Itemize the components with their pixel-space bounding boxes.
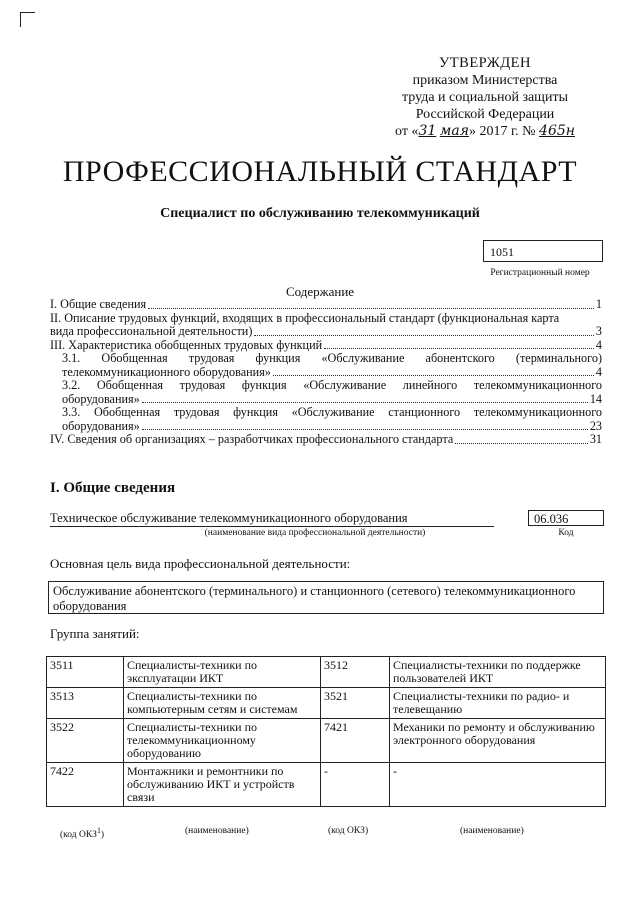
registration-number-label: Регистрационный номер (490, 268, 590, 278)
toc-item[interactable] (50, 379, 602, 406)
toc-item[interactable] (50, 406, 602, 433)
activity-kind-caption: (наименование вида профессиональной деятельности) (204, 528, 426, 538)
okz-code-cell: - (321, 763, 390, 807)
toc-item-text-cont: оборудования» (62, 391, 140, 406)
footer-caption-okz-code: (код ОКЗ) (328, 826, 369, 836)
toc-leader-dots (142, 402, 588, 403)
toc-item-page: 4 (595, 337, 602, 352)
approval-block (370, 55, 600, 140)
toc-item-page: 23 (589, 418, 602, 433)
corner-mark (20, 12, 35, 27)
toc-leader-dots (142, 429, 588, 430)
toc-item-text-cont: вида профессиональной деятельности) (50, 324, 253, 338)
approval-heading: УТВЕРЖДЕН (439, 55, 531, 71)
group-label: Группа занятий: (50, 626, 140, 641)
okz-name-cell: Специалисты-техники по эксплуатации ИКТ (124, 657, 321, 688)
date-prefix: от « (395, 124, 419, 139)
activity-code-box: 06.036 (528, 510, 604, 526)
toc-item-page: 31 (589, 432, 602, 446)
occupation-groups-table (46, 656, 606, 807)
toc-item-text: 3.2. Обобщенная трудовая функция «Обслуживание линейного телекоммуникационного (62, 378, 602, 392)
toc-item-text: III. Характеристика обобщенных трудовых функций (50, 337, 323, 352)
toc-item-text-cont: телекоммуникационного оборудования» (62, 364, 271, 379)
footer-caption-name: (наименование) (185, 826, 249, 836)
toc-item-page: 4 (595, 364, 602, 379)
toc-item[interactable] (50, 433, 602, 447)
toc-leader-dots (455, 443, 588, 444)
table-row (47, 657, 606, 688)
date-day-handwritten: 31 (418, 123, 437, 139)
caption-text: ) (100, 830, 105, 841)
okz-code-cell: 3512 (321, 657, 390, 688)
toc-item-text: II. Описание трудовых функций, входящих в профессиональный стандарт (функциональная карта (50, 310, 560, 325)
toc-item-text-cont: оборудования» (62, 418, 140, 433)
approval-line: труда и социальной защиты (402, 90, 568, 105)
toc-item-text: IV. Сведения об организациях – разработчиках профессионального стандарта (50, 432, 454, 446)
okz-name-cell: - (390, 763, 606, 807)
table-of-contents (50, 298, 602, 447)
toc-item-text: 3.1. Обобщенная трудовая функция «Обслуживание абонентского (терминального) (62, 351, 602, 365)
toc-item[interactable] (50, 298, 602, 312)
okz-code-cell: 3521 (321, 688, 390, 719)
okz-name-cell: Специалисты-техники по радио- и телевещанию (390, 688, 606, 719)
approval-line: Российской Федерации (415, 107, 555, 122)
okz-name-cell: Монтажники и ремонтники по обслуживанию ИКТ и устройств связи (124, 763, 321, 807)
footnote-marker: 1 (96, 826, 101, 835)
footer-caption-name: (наименование) (460, 826, 524, 836)
footer-caption-okz-code (60, 826, 104, 840)
toc-leader-dots (148, 308, 594, 309)
okz-name-cell: Специалисты-техники по телекоммуникационному оборудованию (124, 719, 321, 763)
toc-item-page: 1 (595, 297, 602, 311)
table-row (47, 763, 606, 807)
okz-name-cell: Специалисты-техники по компьютерным сетям и системам (124, 688, 321, 719)
document-title: ПРОФЕССИОНАЛЬНЫЙ СТАНДАРТ (62, 155, 578, 188)
toc-item[interactable] (50, 312, 602, 339)
caption-text: (код ОКЗ (60, 830, 97, 841)
goal-label: Основная цель вида профессиональной деятельности: (50, 556, 351, 571)
registration-number-box: 1051 (483, 240, 603, 262)
order-number-handwritten: 465н (539, 123, 575, 139)
document-subtitle: Специалист по обслуживанию телекоммуникаций (160, 206, 480, 221)
toc-item-text: 3.3. Обобщенная трудовая функция «Обслуживание станционного телекоммуникационного (62, 405, 602, 419)
toc-item-page: 14 (589, 391, 602, 406)
goal-text-box: Обслуживание абонентского (терминального) и станционного (сетевого) телекоммуникационного оборудования (48, 581, 604, 614)
toc-item-page: 3 (595, 324, 602, 338)
approval-date-line (370, 123, 600, 140)
okz-name-cell: Специалисты-техники по поддержке пользователей ИКТ (390, 657, 606, 688)
toc-leader-dots (324, 348, 594, 349)
toc-item[interactable] (50, 339, 602, 353)
section-heading: I. Общие сведения (50, 480, 176, 496)
activity-kind-field: Техническое обслуживание телекоммуникационного оборудования (50, 511, 494, 527)
date-suffix: » 2017 г. № (469, 124, 536, 139)
date-month-handwritten: мая (439, 123, 469, 139)
okz-code-cell: 3513 (47, 688, 124, 719)
table-row (47, 688, 606, 719)
okz-code-cell: 7421 (321, 719, 390, 763)
toc-leader-dots (273, 375, 594, 376)
activity-code-caption: Код (558, 528, 574, 538)
okz-code-cell: 3522 (47, 719, 124, 763)
toc-title: Содержание (285, 284, 355, 299)
okz-code-cell: 7422 (47, 763, 124, 807)
okz-name-cell: Механики по ремонту и обслуживанию электронного оборудования (390, 719, 606, 763)
table-row (47, 719, 606, 763)
toc-item[interactable] (50, 352, 602, 379)
approval-line: приказом Министерства (412, 73, 558, 88)
toc-leader-dots (254, 335, 594, 336)
okz-code-cell: 3511 (47, 657, 124, 688)
toc-item-text: I. Общие сведения (50, 297, 147, 311)
